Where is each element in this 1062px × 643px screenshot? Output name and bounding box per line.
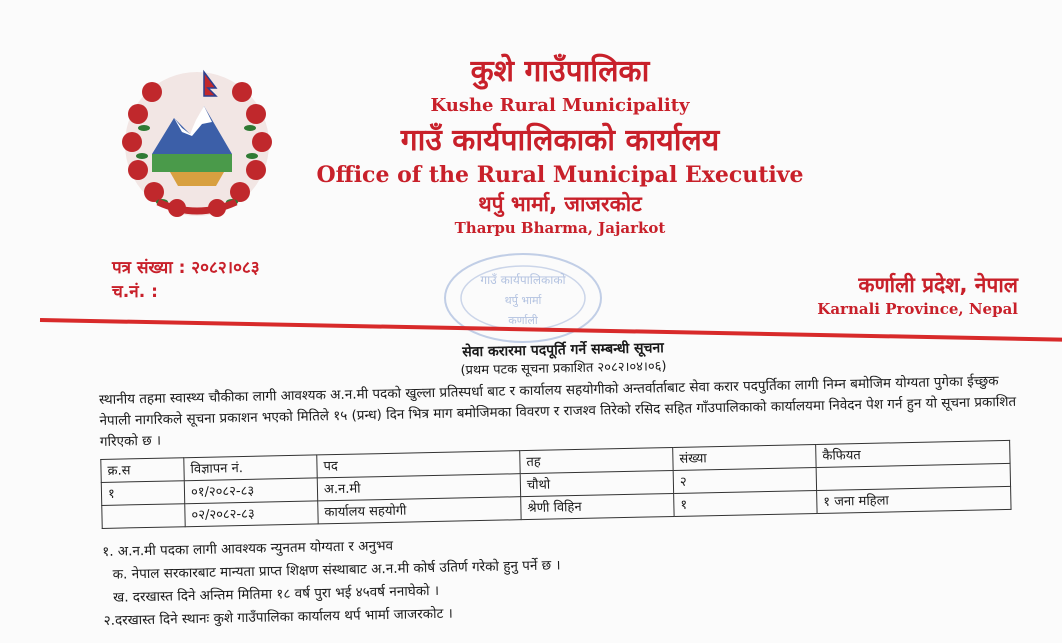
table-cell: ०१/२०८२-८३: [184, 478, 317, 504]
col-header-level: तह: [520, 447, 673, 473]
table-cell: २: [673, 467, 816, 493]
list-item: २.दरखास्त दिने स्थानः कुशे गाउँपालिका कार्यालय थर्प भार्मा जाजरकोट ।: [103, 605, 453, 629]
list-item: ख. दरखास्त दिने अन्तिम मितिमा १८ वर्ष पुरा भई ४५वर्ष ननाघेको ।: [113, 582, 440, 606]
office-name-np: गाउँ कार्यपालिकाको कार्यालय: [400, 123, 720, 158]
vacancy-table: [100, 440, 1011, 529]
requirements-list: [102, 521, 1034, 632]
letter-number: पत्र संख्या : २०८२।०८३: [112, 258, 260, 278]
stamp-text-3: कर्णाली: [508, 314, 538, 327]
table-cell: [102, 504, 185, 529]
province-en: Karnali Province, Nepal: [817, 300, 1018, 318]
table-cell: १: [101, 481, 184, 506]
province-block: [817, 272, 1018, 320]
notice-body: [98, 331, 1034, 633]
col-header-count: संख्या: [673, 444, 816, 470]
reference-block: [112, 256, 260, 304]
col-header-post: पद: [317, 451, 520, 478]
col-header-ad-no: विज्ञापन नं.: [184, 455, 317, 481]
dispatch-number: च.नं. :: [112, 282, 158, 302]
stamp-text-2: थर्पु भार्मा: [504, 294, 542, 307]
table-cell: १: [674, 490, 817, 516]
table-cell: चौथो: [520, 470, 673, 496]
notice-title: सेवा करारमा पदपूर्ति गर्ने सम्बन्धी सूचना: [462, 340, 665, 361]
stamp-text-1: गाउँ कार्यपालिकाको: [480, 273, 566, 287]
list-item: क. नेपाल सरकारबाट मान्यता प्राप्त शिक्षण संस्थाबाट अ.न.मी कोर्ष उतिर्ण गरेको हुनु पर्ने छ ।: [112, 557, 561, 583]
municipality-name-np: कुशे गाउँपालिका: [470, 54, 650, 89]
place-en: Tharpu Bharma, Jajarkot: [454, 219, 666, 237]
col-header-remarks: कैफियत: [816, 440, 1010, 467]
notice-subtitle: (प्रथम पटक सूचना प्रकाशित २०८२।०४।०६): [460, 359, 667, 379]
letterhead-heading: [290, 52, 830, 238]
table-cell: कार्यालय सहयोगी: [318, 497, 521, 524]
table-cell: श्रेणी विहिन: [521, 493, 674, 519]
list-item: १. अ.न.मी पदका लागी आवश्यक न्युनतम योग्यता र अनुभव: [102, 537, 394, 560]
municipality-name-en: Kushe Rural Municipality: [430, 95, 690, 116]
table-cell: ०२/२०८२-८३: [185, 501, 318, 527]
notice-paragraph: स्थानीय तहमा स्वास्थ्य चौकीका लागी आवश्यक अ.न.मी पदको खुल्ला प्रतिस्पर्धा बाट र कार्यालय सहयोगीको अन्तर्वार्ताबाट सेवा करार पदपुर्तिका लागी निम्न बमोजिम योग्यता पुगेका ईच्छुक नेपाली नागरिकले सूचना प्रकाशन भएको मितिले १५ (प्रन्ध) दिन भित्र माग बमोजिमका विवरण र राजश्व तिरेको रसिद सहित गाँउपालिकाको कार्यालयमा निवेदन पेश गर्न हुन यो सूचना प्रकाशित गरिएको छ ।: [98, 373, 1017, 450]
place-np: थर्पु भार्मा, जाजरकोट: [478, 192, 642, 216]
col-header-sn: क्र.स: [101, 458, 184, 483]
table-cell: अ.न.मी: [317, 474, 520, 501]
office-name-en: Office of the Rural Municipal Executive: [316, 162, 804, 188]
province-np: कर्णाली प्रदेश, नेपाल: [858, 273, 1018, 297]
table-cell: १ जना महिला: [817, 486, 1011, 513]
nepal-emblem-icon: [112, 62, 282, 222]
